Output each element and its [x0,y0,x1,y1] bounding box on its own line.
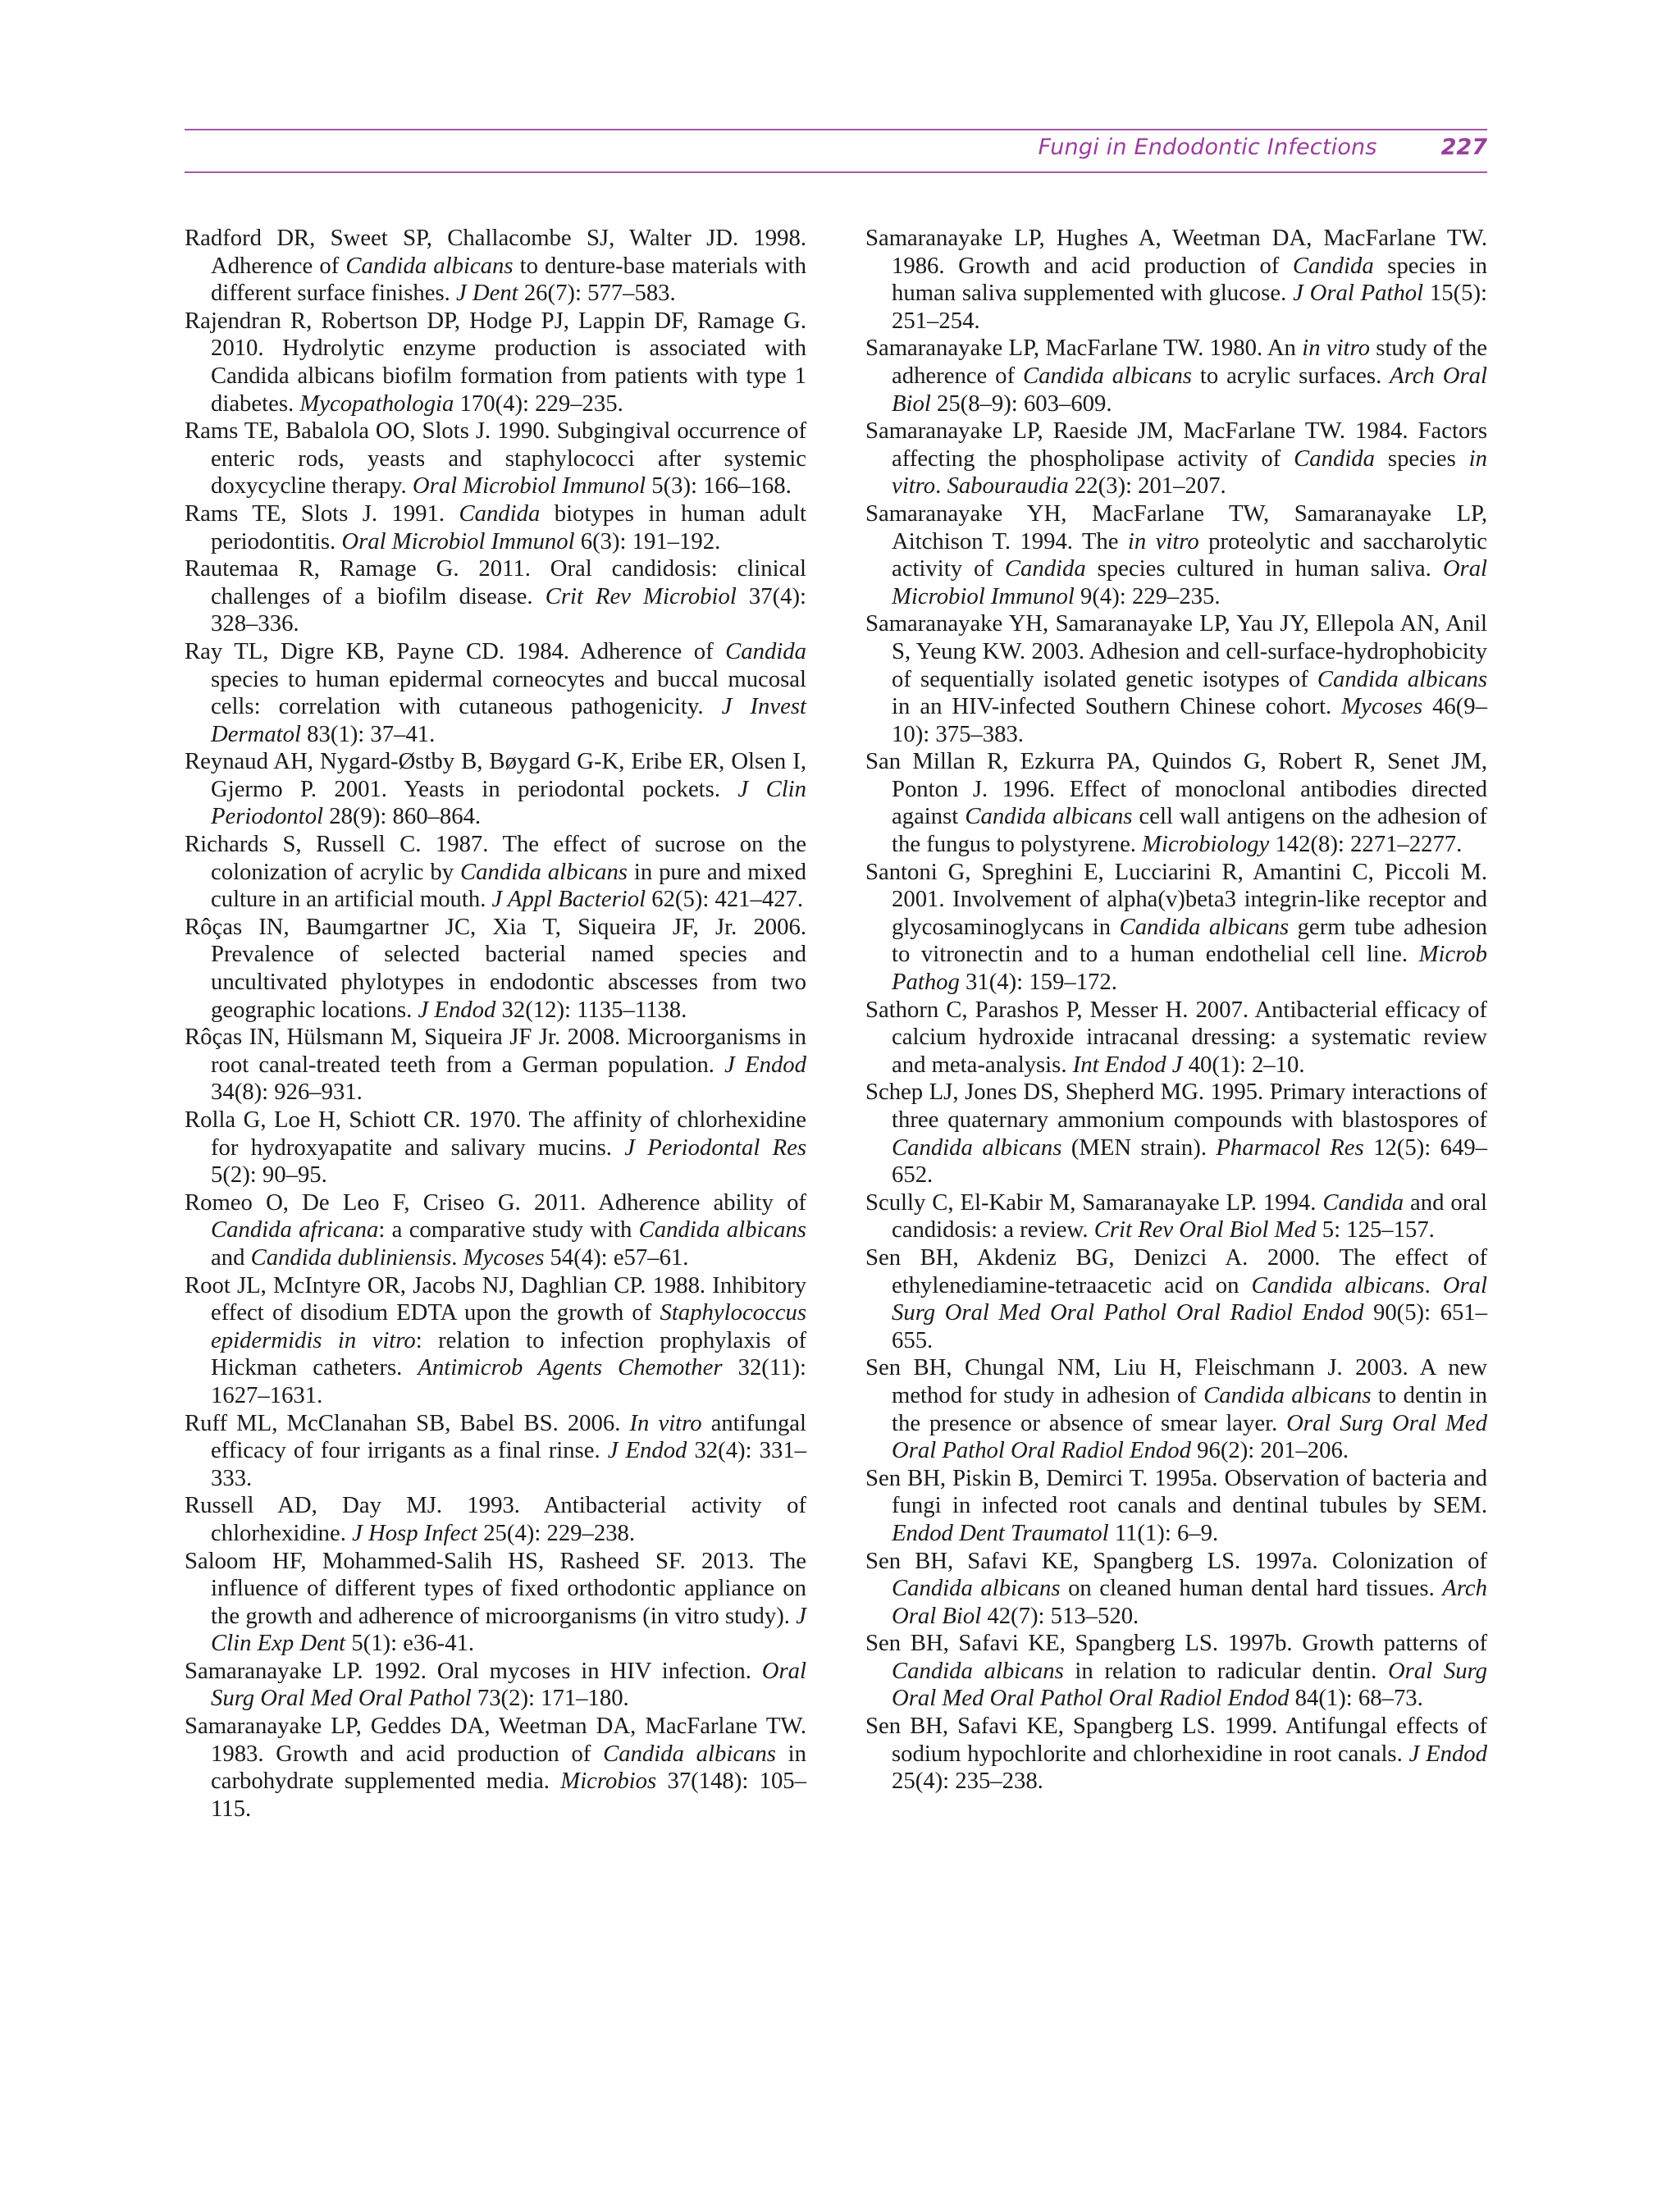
reference-text: 25(4): 229–238. [477,1519,636,1546]
reference-italic-text: Oral Microbiol Immunol [892,555,1488,609]
reference-text: Sen BH, Akdeniz BG, Denizci A. 2000. The effect of ethylenediamine-tetraacetic acid on [865,1244,1487,1298]
reference-text: to denture-base materials with different surface finishes. [211,252,806,307]
reference-italic-text: in vitro [1302,335,1370,362]
reference-text: in carbohydrate supplemented media. [211,1740,806,1795]
reference-entry [185,555,806,638]
reference-italic-text: Candida albicans [345,252,514,279]
reference-text: Samaranayake LP, Hughes A, Weetman DA, MacFarlane TW. 1986. Growth and acid production of [865,225,1487,279]
reference-italic-text: in vitro [1127,527,1199,554]
reference-italic-text: Candida albicans [638,1216,806,1244]
reference-italic-text: J Endod [1408,1740,1487,1767]
reference-italic-text: J Clin Periodontol [211,775,806,830]
reference-italic-text: Staphylococcus epidermidis in vitro [211,1299,806,1353]
reference-text: : relation to infection prophylaxis of Hickman catheters. [211,1326,806,1381]
reference-text: 5(1): e36-41. [345,1630,475,1657]
reference-text: Ruff ML, McClanahan SB, Babel BS. 2006. [185,1409,630,1436]
reference-text: Reynaud AH, Nygard-Østby B, Bøygard G-K, Eribe ER, Olsen I, Gjermo P. 2001. Yeasts in periodontal pockets. [185,748,806,802]
reference-text: 22(3): 201–207. [1068,472,1226,500]
reference-text: Sen BH, Safavi KE, Spangberg LS. 1997b. Growth patterns of [865,1630,1487,1657]
reference-italic-text: Sabouraudia [947,472,1069,500]
reference-entry [185,831,806,914]
reference-text: : a comparative study with [378,1216,639,1244]
reference-text: on cleaned human dental hard tissues. [1060,1575,1443,1602]
reference-italic-text: Mycoses [1341,693,1423,720]
page-number: 227 [1440,135,1487,160]
reference-entry [185,500,806,555]
reference-text: Sen BH, Chungal NM, Liu H, Fleischmann J. 2003. A new method for study in adhesion of [865,1354,1487,1408]
reference-entry [185,308,806,418]
reference-italic-text: Candida albicans [603,1740,776,1767]
reference-text: in pure and mixed culture in an artificial mouth. [211,858,806,913]
reference-entry [865,1244,1487,1354]
reference-text: Saloom HF, Mohammed-Salih HS, Rasheed SF. 2013. The influence of different types of fixed orthodontic appliance on the growth and adherence of microorganisms (in vitro study). [185,1547,806,1629]
reference-entry [865,225,1487,335]
reference-entry [865,610,1487,748]
reference-text: 83(1): 37–41. [300,720,436,747]
reference-italic-text: Mycoses [463,1244,545,1271]
reference-text: 11(1): 6–9. [1108,1519,1219,1546]
reference-text: biotypes in human adult periodontitis. [211,500,806,554]
reference-italic-text: J Oral Pathol [1293,280,1424,307]
reference-entry [185,1024,806,1107]
reference-entry [185,914,806,1024]
reference-italic-text: Arch Oral Biol [892,1575,1487,1629]
reference-text: Richards S, Russell C. 1987. The effect of sucrose on the colonization of acrylic by [185,831,806,885]
header-rule-top [185,129,1487,130]
reference-text: 42(7): 513–520. [981,1602,1139,1629]
reference-text: 40(1): 2–10. [1182,1051,1305,1078]
reference-italic-text: in vitro [892,445,1487,500]
reference-entry [185,638,806,748]
reference-entry [865,1079,1487,1189]
reference-entry [185,1713,806,1823]
reference-text: Sen BH, Safavi KE, Spangberg LS. 1997a. Colonization of [865,1547,1487,1574]
reference-text: 31(4): 159–172. [959,969,1117,996]
running-head [1039,135,1487,160]
reference-text: 25(4): 235–238. [892,1768,1043,1795]
reference-text: germ tube adhesion to vitronectin and to a human endothelial cell line. [892,913,1487,968]
reference-text: 96(2): 201–206. [1190,1437,1349,1464]
reference-italic-text: Candida albicans [1251,1271,1425,1298]
reference-italic-text: Candida albicans [892,1134,1062,1161]
reference-entry [185,225,806,308]
reference-text: Ray TL, Digre KB, Payne CD. 1984. Adherence of [185,637,726,664]
reference-entry [865,1354,1487,1464]
reference-text: 90(5): 651–655. [892,1299,1487,1353]
reference-text: Rautemaa R, Ramage G. 2011. Oral candidosis: clinical challenges of a biofilm disease. [185,555,806,609]
reference-text: 32(11): 1627–1631. [211,1354,806,1408]
reference-text: proteolytic and saccharolytic activity of [892,527,1487,582]
reference-text: species cultured in human saliva. [1085,555,1443,582]
reference-text: 28(9): 860–864. [323,803,482,830]
reference-text: . [935,472,947,500]
reference-italic-text: Candida albicans [1317,665,1487,692]
reference-text: Samaranayake YH, MacFarlane TW, Samaranayake LP, Aitchison T. 1994. The [865,500,1487,554]
reference-entry [185,1107,806,1189]
reference-italic-text: Crit Rev Microbiol [545,582,737,609]
reference-entry [865,748,1487,858]
reference-italic-text: J Endod [607,1437,687,1464]
reference-text: 6(3): 191–192. [574,527,721,554]
reference-text: to acrylic surfaces. [1191,362,1390,389]
reference-text: Samaranayake YH, Samaranayake LP, Yau JY, Ellepola AN, Anil S, Yeung KW. 2003. Adhesion and cell-surface-hydrophobicity of sequentially isolated genetic isotypes of [865,610,1487,692]
reference-italic-text: Oral Surg Oral Med Oral Pathol Oral Radiol Endod [892,1271,1487,1326]
reference-italic-text: Oral Microbiol Immunol [412,472,646,500]
reference-text: Rams TE, Slots J. 1991. [185,500,459,527]
reference-text: . [451,1244,463,1271]
reference-text: Rôças IN, Baumgartner JC, Xia T, Siqueira JF, Jr. 2006. Prevalence of selected bacterial named species and uncultivated phylotypes in endodontic abscesses from two geographic locations. [185,913,806,1023]
reference-text: Samaranayake LP, Geddes DA, Weetman DA, MacFarlane TW. 1983. Growth and acid production of [185,1713,806,1767]
reference-italic-text: Oral Surg Oral Med Oral Pathol Oral Radiol Endod [892,1657,1487,1712]
reference-italic-text: Pharmacol Res [1216,1134,1364,1161]
reference-italic-text: Crit Rev Oral Biol Med [1093,1216,1317,1244]
reference-text: Sen BH, Safavi KE, Spangberg LS. 1999. Antifungal effects of sodium hypochlorite and chlorhexidine in root canals. [865,1713,1487,1767]
reference-italic-text: In vitro [629,1409,702,1436]
reference-text: 54(4): e57–61. [544,1244,689,1271]
reference-entry [185,1410,806,1493]
reference-italic-text: Microb Pathog [892,941,1487,996]
reference-italic-text: Microbios [560,1768,657,1795]
reference-italic-text: Candida [1004,555,1086,582]
reference-text: Samaranayake LP, Raeside JM, MacFarlane TW. 1984. Factors affecting the phospholipase activity of [865,418,1487,472]
reference-entry [865,500,1487,610]
reference-text: 9(4): 229–235. [1074,582,1221,609]
reference-text: species to human epidermal corneocytes and buccal mucosal cells: correlation with cutaneous pathogenicity. [211,665,806,720]
reference-italic-text: Candida [1294,445,1375,472]
reference-text: species [1374,445,1469,472]
reference-entry [865,1189,1487,1244]
reference-italic-text: Antimicrob Agents Chemother [418,1354,723,1381]
reference-entry [865,997,1487,1079]
reference-text: 46(9–10): 375–383. [892,693,1487,747]
reference-italic-text: Candida albicans [892,1575,1061,1602]
reference-italic-text: Int Endod J [1072,1051,1183,1078]
reference-italic-text: J Invest Dermatol [211,693,806,747]
reference-entry [185,1548,806,1658]
reference-entry [185,1492,806,1547]
reference-italic-text: J Appl Bacteriol [491,886,646,913]
reference-italic-text: J Clin Exp Dent [211,1602,806,1657]
reference-text: Schep LJ, Jones DS, Shepherd MG. 1995. Primary interactions of three quaternary ammonium compounds with blastospores of [865,1079,1487,1133]
reference-text: Santoni G, Spreghini E, Lucciarini R, Amantini C, Piccoli M. 2001. Involvement of alpha(v)beta3 integrin-like receptor and glycosaminoglycans in [865,858,1487,940]
reference-text: Root JL, McIntyre OR, Jacobs NJ, Daghlian CP. 1988. Inhibitory effect of disodium EDTA upon the growth of [185,1271,806,1326]
reference-text: and [211,1244,251,1271]
header-rule-bottom [185,171,1487,173]
reference-italic-text: Arch Oral Biol [892,362,1487,417]
reference-italic-text: Candida albicans [1203,1381,1372,1408]
reference-text: 15(5): 251–254. [892,280,1488,334]
reference-entry [865,1630,1487,1713]
reference-text: 5(2): 90–95. [211,1161,327,1189]
reference-text: (MEN strain). [1061,1134,1217,1161]
reference-italic-text: Candida albicans [965,803,1133,830]
reference-text: 142(8): 2271–2277. [1269,831,1463,858]
reference-italic-text: Candida dubliniensis [250,1244,452,1271]
reference-text: . [1424,1271,1443,1298]
reference-entry [865,418,1487,500]
reference-text: in relation to radicular dentin. [1063,1657,1388,1684]
reference-italic-text: Mycopathologia [299,390,454,417]
reference-text: Rôças IN, Hülsmann M, Siqueira JF Jr. 2008. Microorganisms in root canal-treated teeth from a German population. [185,1024,806,1078]
reference-text: 37(4): 328–336. [211,582,807,637]
reference-text: in an HIV-infected Southern Chinese cohort. [892,693,1342,720]
reference-entry [865,335,1487,418]
reference-entry [865,1548,1487,1631]
reference-italic-text: J Hosp Infect [352,1519,478,1546]
reference-italic-text: Candida [1322,1189,1404,1216]
reference-text: Samaranayake LP, MacFarlane TW. 1980. An [865,335,1303,362]
reference-entry [865,1465,1487,1548]
reference-italic-text: J Periodontal Res [624,1134,806,1161]
reference-italic-text: J Endod [724,1051,806,1078]
reference-text: Sen BH, Piskin B, Demirci T. 1995a. Observation of bacteria and fungi in infected root canals and dentinal tubules by SEM. [865,1464,1487,1519]
reference-text: 84(1): 68–73. [1289,1685,1423,1712]
reference-text: Samaranayake LP. 1992. Oral mycoses in HIV infection. [185,1657,762,1684]
reference-italic-text: Oral Microbiol Immunol [341,527,575,554]
reference-text: 25(8–9): 603–609. [930,390,1112,417]
reference-text: 12(5): 649–652. [892,1134,1488,1189]
reference-italic-text: Oral Surg Oral Med Oral Pathol [211,1657,806,1712]
reference-text: species in human saliva supplemented with glucose. [892,252,1487,307]
reference-italic-text: Candida [725,637,806,664]
reference-entry [185,418,806,500]
reference-text: 170(4): 229–235. [454,390,623,417]
reference-entry [185,1658,806,1713]
reference-italic-text: Candida [1292,252,1374,279]
reference-text: 37(148): 105–115. [211,1768,806,1822]
reference-italic-text: Candida albicans [892,1657,1064,1684]
reference-italic-text: Microbiology [1142,831,1270,858]
reference-italic-text: Endod Dent Traumatol [892,1519,1109,1546]
running-title: Fungi in Endodontic Infections [1038,135,1377,160]
reference-text: Scully C, El-Kabir M, Samaranayake LP. 1994. [865,1189,1323,1216]
reference-text: Radford DR, Sweet SP, Challacombe SJ, Walter JD. 1998. Adherence of [185,225,806,279]
reference-text: Russell AD, Day MJ. 1993. Antibacterial activity of chlorhexidine. [185,1492,806,1546]
reference-italic-text: Candida [459,500,541,527]
reference-text: 32(4): 331–333. [211,1437,806,1491]
reference-text: 32(12): 1135–1138. [495,996,687,1023]
reference-italic-text: Candida albicans [1119,913,1290,940]
reference-text: Romeo O, De Leo F, Criseo G. 2011. Adherence ability of [185,1189,806,1216]
reference-entry [865,859,1487,997]
reference-italic-text: Candida albicans [460,858,628,885]
reference-text: Rams TE, Babalola OO, Slots J. 1990. Subgingival occurrence of enteric rods, yeasts and staphylococci after systemic doxycycline therapy. [185,418,806,500]
reference-text: 5: 125–157. [1316,1216,1435,1244]
reference-text: cell wall antigens on the adhesion of the fungus to polystyrene. [892,803,1487,858]
reference-text: Rolla G, Loe H, Schiott CR. 1970. The affinity of chlorhexidine for hydroxyapatite and salivary mucins. [185,1107,806,1161]
reference-text: 34(8): 926–931. [211,1079,363,1106]
reference-column-right [865,225,1487,1796]
reference-text: 62(5): 421–427. [646,886,804,913]
reference-italic-text: Oral Surg Oral Med Oral Pathol Oral Radiol Endod [892,1409,1487,1464]
reference-text: antifungal efficacy of four irrigants as a final rinse. [211,1409,806,1464]
reference-entry [185,748,806,831]
reference-italic-text: Candida albicans [1023,362,1192,389]
reference-text: to dentin in the presence or absence of smear layer. [892,1381,1487,1436]
reference-text: study of the adherence of [892,335,1488,389]
reference-italic-text: J Endod [418,996,496,1023]
reference-text: 5(3): 166–168. [646,472,792,500]
reference-text: 73(2): 171–180. [471,1685,629,1712]
reference-text: Sathorn C, Parashos P, Messer H. 2007. Antibacterial efficacy of calcium hydroxide intracanal dressing: a systematic review and meta-analysis. [865,996,1487,1078]
reference-text: 26(7): 577–583. [518,280,676,307]
reference-text: Rajendran R, Robertson DP, Hodge PJ, Lappin DF, Ramage G. 2010. Hydrolytic enzyme production is associated with Candida albicans biofilm formation from patients with type 1 diabetes. [185,307,806,417]
reference-text: San Millan R, Ezkurra PA, Quindos G, Robert R, Senet JM, Ponton J. 1996. Effect of monoclonal antibodies directed against [865,748,1487,830]
reference-text: and oral candidosis: a review. [892,1189,1487,1244]
reference-entry [185,1189,806,1272]
reference-entry [865,1713,1487,1796]
reference-italic-text: J Dent [455,280,518,307]
reference-column-left [185,225,806,1823]
reference-italic-text: Candida africana [211,1216,379,1244]
reference-entry [185,1272,806,1410]
